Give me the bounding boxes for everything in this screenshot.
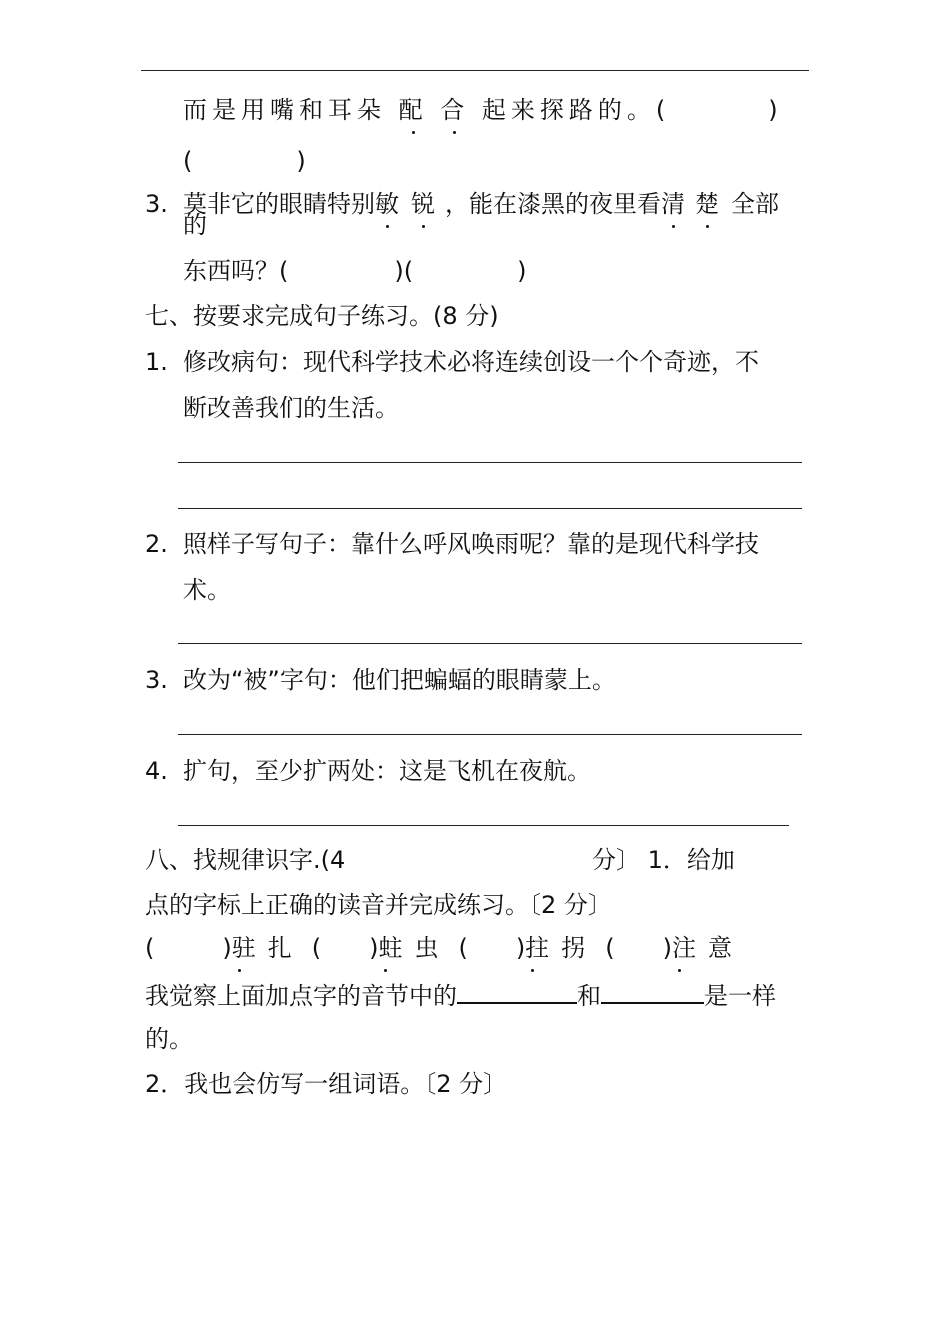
section-8-heading: 八、找规律识字.(4 <box>145 846 346 874</box>
q8-item2: 2．我也会仿写一组词语。〔2 分〕 <box>145 1070 508 1098</box>
q8-item1-line4: 我觉察上面加点字的音节中的 和 是一样 <box>145 982 776 1010</box>
section-7-heading: 七、按要求完成句子练习。(8 分) <box>145 302 499 330</box>
q7-item4-number: 4. <box>145 757 168 785</box>
fill-blank[interactable] <box>601 980 704 1004</box>
answer-line[interactable] <box>178 825 789 826</box>
dotted-char: 清 <box>661 190 685 218</box>
answer-line[interactable] <box>178 462 802 463</box>
dotted-char: 合 <box>440 96 470 124</box>
q7-item1-line2: 断改善我们的生活。 <box>183 394 399 422</box>
q7-item1-line1: 修改病句：现代科学技术必将连续创设一个个奇迹，不 <box>183 348 759 376</box>
dotted-char: )注 <box>662 934 696 962</box>
dotted-char: 楚 <box>695 190 719 218</box>
q6-item3-line1: 莫非它的眼睛特别敏 锐 ，能在漆黑的夜里看清 楚 全部 <box>183 190 779 218</box>
dotted-char: )蛀 <box>369 934 403 962</box>
q8-item1-line2: 点的字标上正确的读音并完成练习。〔2 分〕 <box>145 891 612 919</box>
q6-item3-overlap: 的 <box>183 211 207 239</box>
q6-item3-number: 3. <box>145 190 168 218</box>
dotted-char: )驻 <box>222 934 256 962</box>
dotted-char: 配 <box>398 96 428 124</box>
q6-item3-line2: 东西吗？( )( ) <box>183 257 527 285</box>
q6-item2-line2: 而是用嘴和耳朵 配 合 起来探路的。( ) <box>183 96 783 124</box>
q8-item1-line5: 的。 <box>145 1025 193 1053</box>
q7-item1-number: 1. <box>145 348 168 376</box>
dotted-char: 敏 <box>375 190 399 218</box>
pinyin-row: ( )驻 扎 ( )蛀 虫 ( )拄 拐 ( )注 意 <box>145 934 732 962</box>
answer-line[interactable] <box>178 508 802 509</box>
answer-line[interactable] <box>178 734 802 735</box>
q7-item4-text: 扩句，至少扩两处：这是飞机在夜航。 <box>183 757 591 785</box>
q6-item2-line3: ( ) <box>183 147 306 175</box>
q7-item2-number: 2. <box>145 530 168 558</box>
dotted-char: 锐 <box>411 190 435 218</box>
section-8-heading-cont: 分〕 1．给加 <box>592 846 735 874</box>
blank-open: ( <box>145 934 155 962</box>
dotted-char: )拄 <box>515 934 550 962</box>
q7-item2-line1: 照样子写句子：靠什么呼风唤雨呢？靠的是现代科学技 <box>183 530 759 558</box>
q7-item3-text: 改为“被”字句：他们把蝙蝠的眼睛蒙上。 <box>183 666 616 694</box>
fill-blank[interactable] <box>457 980 577 1004</box>
top-rule <box>141 70 809 71</box>
answer-line[interactable] <box>178 643 802 644</box>
q7-item2-line2: 术。 <box>183 576 231 604</box>
q7-item3-number: 3. <box>145 666 168 694</box>
